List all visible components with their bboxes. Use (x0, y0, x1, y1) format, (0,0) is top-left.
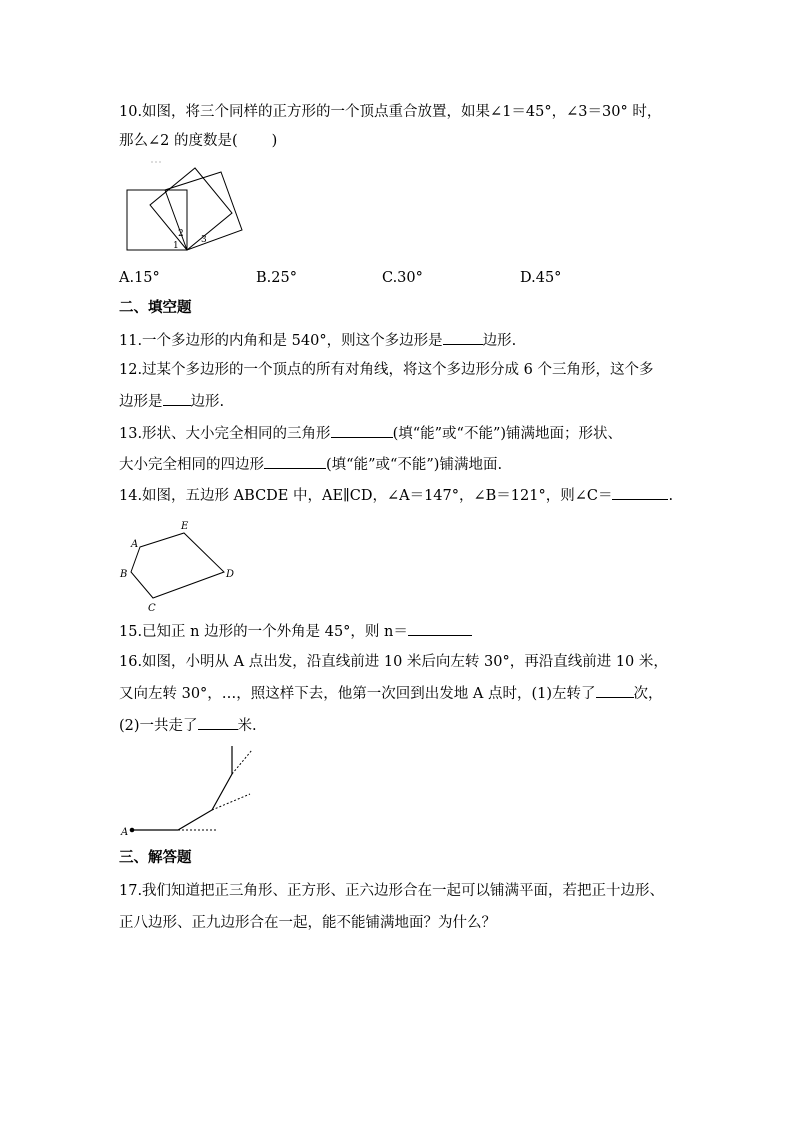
q16-line3 (119, 715, 257, 736)
q13-text-2: (填“能”或“不能”)铺满地面；形状、 (392, 426, 623, 442)
q16-figure-walking-path (118, 742, 263, 840)
q13-line1 (119, 423, 622, 444)
vertex-label-b: B (120, 569, 128, 580)
extension-line-3 (232, 750, 252, 774)
q16-text-3: (2)一共走了 (119, 718, 198, 734)
q14-text: 14.如图，五边形 ABCDE 中，AE∥CD，∠A＝147°，∠B＝121°，则∠C＝ (119, 488, 613, 504)
q17-line2: 正八边形、正九边形合在一起，能不能铺满地面？为什么？ (119, 915, 496, 931)
q16-blank-1 (596, 683, 634, 698)
angle-label-2: 2 (178, 229, 184, 239)
q10-option-a: A.15° (119, 270, 160, 286)
q12-text: 边形是 (119, 394, 163, 410)
q16-text-4: 米. (237, 718, 257, 734)
q10-line2-text: 那么∠2 的度数是( (119, 133, 238, 149)
dot-mark-3 (159, 161, 160, 162)
q12-line1: 12.过某个多边形的一个顶点的所有对角线，将这个多边形分成 6 个三角形，这个多 (119, 362, 654, 378)
angle-label-1: 1 (173, 241, 179, 251)
q13-text-1: 13.形状、大小完全相同的三角形 (119, 426, 331, 442)
q10-option-c: C.30° (382, 270, 423, 286)
q12-blank (163, 391, 191, 406)
q16-line1: 16.如图，小明从 A 点出发，沿直线前进 10 米后向左转 30°，再沿直线前进 10 米， (119, 654, 668, 670)
q10-option-b: B.25° (256, 270, 297, 286)
q11-text-end: 边形. (482, 333, 517, 349)
q12-line2 (119, 391, 224, 412)
q13-text-3: 大小完全相同的四边形 (119, 457, 264, 473)
vertex-label-e: E (181, 521, 189, 532)
vertex-label-a: A (131, 539, 139, 550)
q13-blank-1 (331, 423, 393, 438)
q16-text-2: 次， (633, 686, 663, 702)
q16-blank-2 (198, 715, 238, 730)
q15 (119, 621, 472, 642)
q14-blank (612, 485, 668, 500)
start-label-a: A (121, 827, 129, 838)
q15-blank (408, 621, 472, 636)
q13-text-4: (填“能”或“不能”)铺满地面. (326, 457, 503, 473)
dot-mark-1 (151, 161, 152, 162)
section-heading-answer: 三、解答题 (119, 849, 192, 866)
q17-line1: 17.我们知道把正三角形、正方形、正六边形合在一起可以铺满平面，若把正十边形、 (119, 883, 665, 899)
q14 (119, 485, 673, 506)
q14-figure-pentagon (118, 515, 243, 615)
q11 (119, 330, 516, 351)
q11-text: 11.一个多边形的内角和是 540°，则这个多边形是 (119, 333, 443, 349)
q16-text-1: 又向左转 30°，…，照这样下去，他第一次回到出发地 A 点时，(1)左转了 (119, 686, 596, 702)
pentagon-abcde (131, 533, 224, 598)
section-heading-fill-in: 二、填空题 (119, 299, 192, 316)
angle-label-3: 3 (201, 235, 207, 245)
q10-paren-close: ) (271, 133, 278, 149)
q14-text-end: . (668, 488, 674, 504)
q10-line2 (119, 131, 277, 151)
q10-line1: 10.如图，将三个同样的正方形的一个顶点重合放置，如果∠1＝45°，∠3＝30° 时， (119, 104, 662, 120)
q10-figure-three-squares (120, 160, 250, 260)
start-point (130, 828, 135, 833)
q10-option-d: D.45° (520, 270, 562, 286)
vertex-label-d: D (226, 569, 235, 580)
q16-line2 (119, 683, 663, 704)
vertex-label-c: C (148, 603, 156, 614)
q13-line2 (119, 454, 502, 475)
dot-mark-2 (155, 161, 156, 162)
extension-line-2 (212, 794, 250, 810)
walking-path (132, 746, 232, 830)
q13-blank-2 (264, 454, 326, 469)
q15-text: 15.已知正 n 边形的一个外角是 45°，则 n＝ (119, 624, 408, 640)
q11-blank (443, 330, 483, 345)
q12-text-end: 边形. (190, 394, 225, 410)
